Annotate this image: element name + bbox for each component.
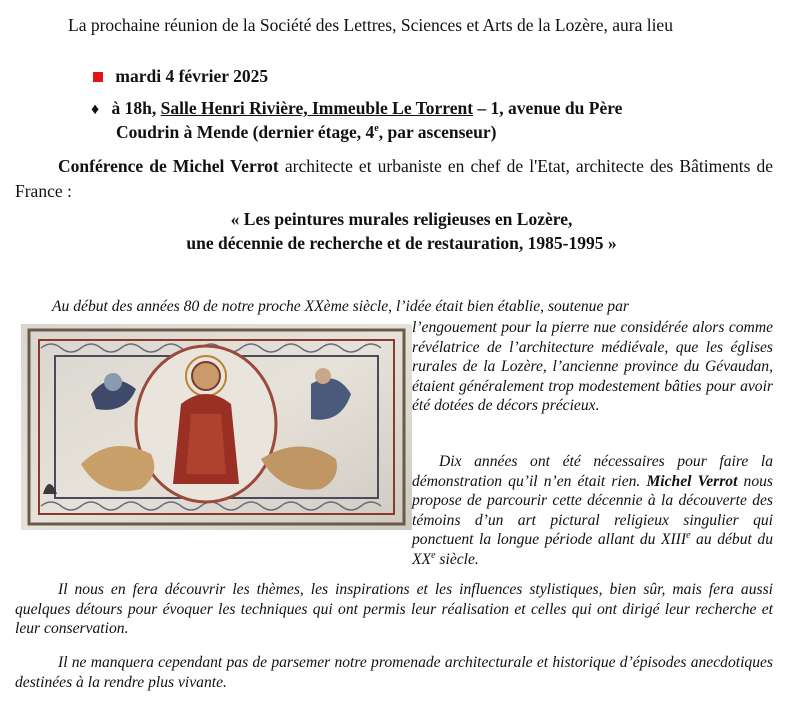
speaker-name: Michel Verrot	[646, 472, 738, 490]
p2-end: siècle.	[435, 550, 479, 568]
diamond-bullet-icon: ♦	[91, 101, 100, 118]
conference-title	[15, 207, 788, 255]
floor-sup: e	[374, 123, 379, 135]
p2-mid: nous propose de parcourir cette décennie à la découverte des témoins d’un art pictural religieux singulier qui ponctuent la longue période allant du XIII	[412, 472, 773, 548]
red-square-bullet-icon	[93, 72, 103, 82]
summary-p2	[412, 452, 773, 569]
address-part1: – 1, avenue du Père	[477, 98, 623, 118]
date-line	[93, 66, 268, 87]
summary-p3: Il nous en fera découvrir les thèmes, les inspirations et les influences stylistiques, bien sûr, mais fera aussi quelques détours pour évoquer les techniques qui ont permis leur réalisation et celles qui ont dirigé leur recherche et leur conservation.	[15, 581, 773, 637]
conference-paragraph	[15, 154, 773, 204]
meeting-time: à 18h,	[111, 98, 157, 118]
title-line-1: « Les peintures murales religieuses en Lozère,	[230, 209, 573, 229]
venue-line	[91, 98, 622, 119]
address-part2: Coudrin à Mende (dernier étage, 4	[116, 122, 375, 142]
speaker-description: architecte et urbaniste en chef de l'Etat, architecte des Bâtiments de France :	[15, 156, 773, 201]
summary-p1-rest: l’engouement pour la pierre nue considérée alors comme révélatrice de l’architecture médiévale, que les églises rurales de la Lozère, l’ancienne province du Gévaudan, étaient généralement trop modestement bâties pour avoir été dotées de décors précieux.	[412, 319, 773, 414]
address-part3: , par ascenseur)	[378, 122, 497, 142]
fresco-image	[21, 324, 412, 530]
p2-sup2: e	[431, 549, 436, 561]
p2-mid2: au début du XX	[412, 531, 773, 568]
summary-p4: Il ne manquera cependant pas de parsemer notre promenade architecturale et historique d’épisodes anecdotiques destinées à la rendre plus vivante.	[15, 654, 773, 691]
summary-p1-first-line: Au début des années 80 de notre proche XXème siècle, l’idée était bien établie, soutenue par	[52, 298, 629, 315]
intro-text: La prochaine réunion de la Société des Lettres, Sciences et Arts de la Lozère, aura lieu	[68, 15, 673, 35]
meeting-date: mardi 4 février 2025	[115, 66, 269, 86]
p2-sup1: e	[686, 529, 691, 541]
meeting-venue: Salle Henri Rivière, Immeuble Le Torrent	[160, 98, 474, 118]
title-line-2: une décennie de recherche et de restauration, 1985-1995 »	[186, 233, 617, 253]
address-line	[116, 122, 497, 143]
p2-before: Dix années ont été nécessaires pour faire la démonstration qu’il n’en était rien.	[412, 453, 773, 490]
conference-label: Conférence de Michel Verrot	[58, 156, 279, 176]
